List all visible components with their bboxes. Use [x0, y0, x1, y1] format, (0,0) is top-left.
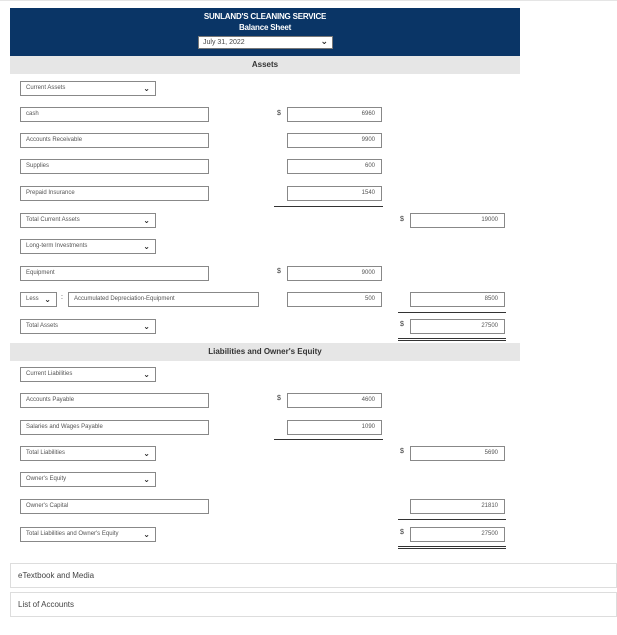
long-term-investments-select[interactable]: [20, 239, 156, 254]
accounts-payable-field[interactable]: Accounts Payable: [20, 393, 209, 408]
total-liabilities-select[interactable]: [20, 446, 156, 461]
date-value: July 31, 2022: [203, 39, 245, 46]
date-select[interactable]: [198, 36, 333, 49]
liabilities-section-header: Liabilities and Owner's Equity: [10, 343, 520, 361]
dollar-sign: $: [400, 321, 404, 328]
company-name: SUNLAND'S CLEANING SERVICE: [203, 12, 327, 21]
total-liabilities-amount[interactable]: 5690: [410, 446, 505, 461]
chevron-down-icon: ⌄: [143, 84, 150, 93]
less-select[interactable]: [20, 292, 57, 307]
equipment-amount[interactable]: 9000: [287, 266, 382, 281]
chevron-down-icon: ⌄: [143, 530, 150, 539]
total-current-assets-select[interactable]: [20, 213, 156, 228]
total-current-assets-amount[interactable]: 19000: [410, 213, 505, 228]
less-label: Less: [26, 296, 39, 302]
subtotal-rule: [274, 206, 383, 207]
chevron-down-icon: ⌄: [143, 322, 150, 331]
subtotal-rule: [274, 439, 383, 440]
chevron-down-icon: ⌄: [320, 36, 328, 46]
assets-section-header: Assets: [10, 56, 520, 74]
accumulated-depreciation-amount[interactable]: 500: [287, 292, 382, 307]
total-liabilities-label: Total Liabilities: [26, 450, 66, 456]
supplies-amount[interactable]: 600: [287, 159, 382, 174]
owners-equity-select[interactable]: [20, 472, 156, 487]
chevron-down-icon: ⌄: [143, 242, 150, 251]
current-assets-label: Current Assets: [26, 85, 66, 91]
subtotal-rule: [398, 519, 506, 520]
double-rule-bottom: [398, 548, 506, 549]
current-liabilities-label: Current Liabilities: [26, 371, 73, 377]
current-assets-select[interactable]: [20, 81, 156, 96]
double-rule-top: [398, 338, 506, 339]
accumulated-depreciation-field[interactable]: Accumulated Depreciation-Equipment: [68, 292, 259, 307]
chevron-down-icon: ⌄: [44, 295, 51, 304]
owners-capital-amount[interactable]: 21810: [410, 499, 505, 514]
long-term-investments-label: Long-term Investments: [26, 243, 88, 249]
total-assets-select[interactable]: [20, 319, 156, 334]
owners-equity-label: Owner's Equity: [26, 476, 67, 482]
prepaid-insurance-amount[interactable]: 1540: [287, 186, 382, 201]
supplies-field[interactable]: Supplies: [20, 159, 209, 174]
chevron-down-icon: ⌄: [143, 370, 150, 379]
separator-colon: :: [61, 294, 63, 301]
total-liabilities-equity-select[interactable]: [20, 527, 156, 542]
total-liabilities-equity-amount[interactable]: 27500: [410, 527, 505, 542]
cash-account-field[interactable]: cash: [20, 107, 209, 122]
current-liabilities-select[interactable]: [20, 367, 156, 382]
salaries-wages-payable-amount[interactable]: 1090: [287, 420, 382, 435]
dollar-sign: $: [277, 395, 281, 402]
etextbook-media-link[interactable]: eTextbook and Media: [10, 563, 617, 588]
total-assets-label: Total Assets: [26, 323, 59, 329]
accounts-payable-amount[interactable]: 4600: [287, 393, 382, 408]
cash-amount[interactable]: 6960: [287, 107, 382, 122]
chevron-down-icon: ⌄: [143, 449, 150, 458]
equipment-field[interactable]: Equipment: [20, 266, 209, 281]
dollar-sign: $: [400, 529, 404, 536]
dollar-sign: $: [277, 268, 281, 275]
accounts-receivable-field[interactable]: Accounts Receivable: [20, 133, 209, 148]
dollar-sign: $: [400, 448, 404, 455]
top-divider: [0, 0, 617, 1]
list-of-accounts-link[interactable]: List of Accounts: [10, 592, 617, 617]
subtotal-rule: [398, 312, 506, 313]
dollar-sign: $: [400, 216, 404, 223]
statement-title: Balance Sheet: [238, 23, 292, 32]
net-equipment-amount[interactable]: 8500: [410, 292, 505, 307]
salaries-wages-payable-field[interactable]: Salaries and Wages Payable: [20, 420, 209, 435]
total-assets-amount[interactable]: 27500: [410, 319, 505, 334]
total-liabilities-equity-label: Total Liabilities and Owner's Equity: [26, 531, 119, 537]
prepaid-insurance-field[interactable]: Prepaid Insurance: [20, 186, 209, 201]
chevron-down-icon: ⌄: [143, 475, 150, 484]
total-current-assets-label: Total Current Assets: [26, 217, 80, 223]
accounts-receivable-amount[interactable]: 9900: [287, 133, 382, 148]
dollar-sign: $: [277, 110, 281, 117]
owners-capital-field[interactable]: Owner's Capital: [20, 499, 209, 514]
double-rule-top: [398, 546, 506, 547]
chevron-down-icon: ⌄: [143, 216, 150, 225]
double-rule-bottom: [398, 340, 506, 341]
